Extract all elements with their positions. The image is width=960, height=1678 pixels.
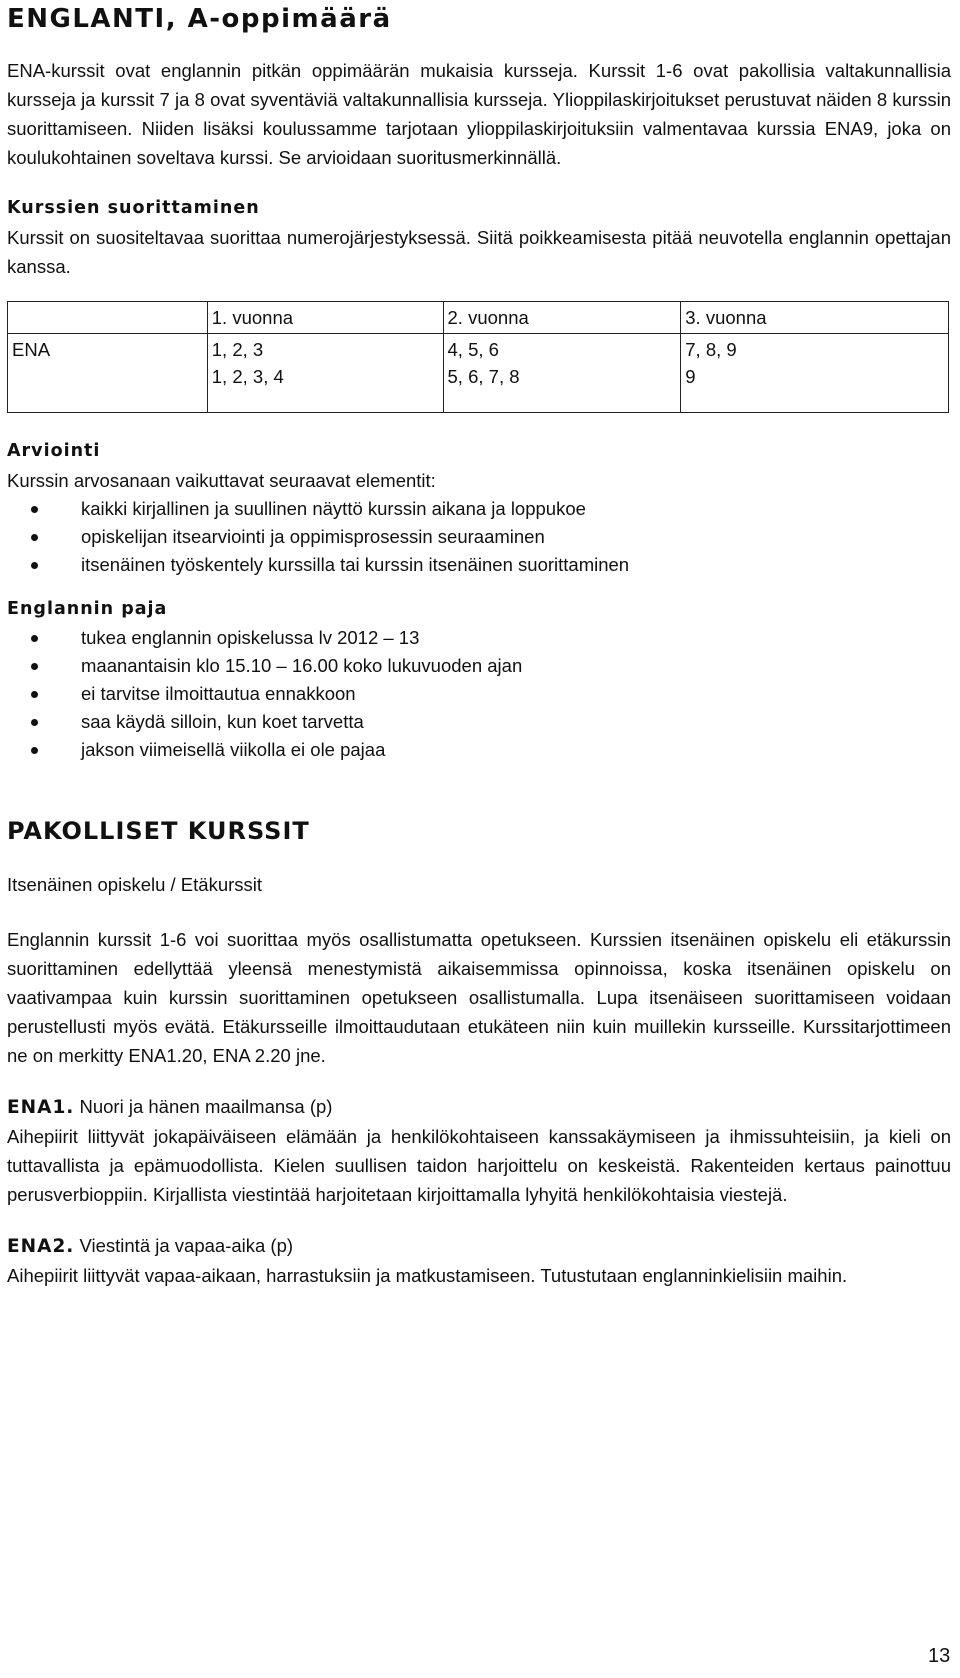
cell-line: 1, 2, 3, 4 (211, 366, 284, 387)
list-item-text: jakson viimeisellä viikolla ei ole pajaa (81, 739, 386, 760)
bullet-icon (31, 691, 38, 698)
list-item (7, 652, 951, 680)
table-cell-year-2 (443, 334, 681, 413)
cell-line: 9 (685, 366, 696, 387)
assessment-heading: Arviointi (7, 441, 101, 461)
table-header-cell: 2. vuonna (443, 302, 681, 334)
assessment-intro: Kurssin arvosanaan vaikuttavat seuraavat elementit: (7, 470, 436, 491)
course-code: ENA1. (7, 1097, 75, 1118)
course-schedule-table (7, 301, 949, 413)
course-name: Nuori ja hänen maailmansa (p) (79, 1096, 333, 1117)
page-number: 13 (928, 1645, 951, 1667)
list-item-text: saa käydä silloin, kun koet tarvetta (81, 711, 364, 732)
page-title: ENGLANTI, A-oppimäärä (7, 4, 392, 34)
bullet-icon (31, 635, 38, 642)
table-header-cell (8, 302, 208, 334)
list-item-text: kaikki kirjallinen ja suullinen näyttö kurssin aikana ja loppukoe (81, 498, 586, 519)
bullet-icon (31, 719, 38, 726)
list-item-text: maanantaisin klo 15.10 – 16.00 koko lukuvuoden ajan (81, 655, 523, 676)
table-header-cell: 1. vuonna (207, 302, 443, 334)
intro-paragraph: ENA-kurssit ovat englannin pitkän oppimäärän mukaisia kursseja. Kurssit 1-6 ovat pakollisia valtakunnallisia kursseja ja kurssit 7 ja 8 ovat syventäviä valtakunnallisia kursseja. Ylioppilaskirjoitukset perustuvat näiden 8 kurssin suorittamiseen. Niiden lisäksi koulussamme tarjotaan ylioppilaskirjoituksiin valmentavaa kurssia ENA9, joka on koulukohtainen soveltava kurssi. Se arvioidaan suoritusmerkinnällä. (7, 60, 951, 168)
mandatory-courses-heading: PAKOLLISET KURSSIT (7, 817, 310, 845)
bullet-icon (31, 534, 38, 541)
list-item (7, 523, 951, 551)
table-cell-year-3 (681, 334, 949, 413)
list-item (7, 624, 951, 652)
list-item-text: tukea englannin opiskelussa lv 2012 – 13 (81, 627, 420, 648)
cell-line: 1, 2, 3 (211, 339, 264, 360)
assessment-list (7, 495, 951, 579)
course-entry-ena2 (7, 1231, 951, 1261)
cell-line: 7, 8, 9 (685, 339, 737, 360)
course-code: ENA2. (7, 1236, 75, 1257)
document-page (7, 0, 951, 1290)
workshop-list (7, 624, 951, 764)
table-row-label: ENA (8, 334, 208, 413)
table-header-row (8, 302, 949, 334)
bullet-icon (31, 663, 38, 670)
course-name: Viestintä ja vapaa-aika (p) (79, 1235, 294, 1256)
list-item-text: itsenäinen työskentely kurssilla tai kurssin itsenäinen suorittaminen (81, 554, 630, 575)
list-item (7, 551, 951, 579)
list-item (7, 736, 951, 764)
list-item (7, 495, 951, 523)
completion-text: Kurssit on suositeltavaa suorittaa numerojärjestyksessä. Siitä poikkeamisesta pitää neuvotella englannin opettajan kanssa. (7, 227, 951, 277)
bullet-icon (31, 562, 38, 569)
list-item-text: opiskelijan itsearviointi ja oppimisprosessin seuraaminen (81, 526, 545, 547)
course-entry-ena1 (7, 1092, 951, 1122)
list-item (7, 708, 951, 736)
course-description: Aihepiirit liittyvät vapaa-aikaan, harrastuksiin ja matkustamiseen. Tutustutaan englanninkielisiin maihin. (7, 1265, 848, 1286)
list-item-text: ei tarvitse ilmoittautua ennakkoon (81, 683, 356, 704)
table-row (8, 334, 949, 413)
course-description: Aihepiirit liittyvät jokapäiväiseen elämään ja henkilökohtaiseen kanssakäymiseen ja ihmissuhteisiin, ja kieli on tuttavallista ja epämuodollista. Kielen suullisen taidon harjoittelu on keskeistä. Rakenteiden kertaus painottuu perusverbioppiin. Kirjallista viestintää harjoitetaan kirjoittamalla lyhyitä henkilökohtaisia viestejä. (7, 1126, 951, 1205)
completion-heading: Kurssien suorittaminen (7, 198, 260, 218)
table-header-cell: 3. vuonna (681, 302, 949, 334)
bullet-icon (31, 506, 38, 513)
list-item (7, 680, 951, 708)
cell-line: 4, 5, 6 (447, 339, 499, 360)
bullet-icon (31, 747, 38, 754)
workshop-heading: Englannin paja (7, 599, 168, 619)
mandatory-text: Englannin kurssit 1-6 voi suorittaa myös osallistumatta opetukseen. Kurssien itsenäinen opiskelu eli etäkurssin suorittaminen edellyttää yleensä menestymistä aikaisemmissa opinnoissa, koska itsenäinen opiskelu on vaativampaa kuin kurssin suorittaminen opetukseen osallistumalla. Lupa itsenäiseen suorittamiseen voidaan perustellusti myös evätä. Etäkursseille ilmoittaudutaan etukäteen niin kuin muillekin kursseille. Kurssitarjottimeen ne on merkitty ENA1.20, ENA 2.20 jne. (7, 929, 951, 1066)
mandatory-subheading: Itsenäinen opiskelu / Etäkurssit (7, 874, 263, 895)
cell-line: 5, 6, 7, 8 (447, 366, 520, 387)
table-cell-year-1 (207, 334, 443, 413)
